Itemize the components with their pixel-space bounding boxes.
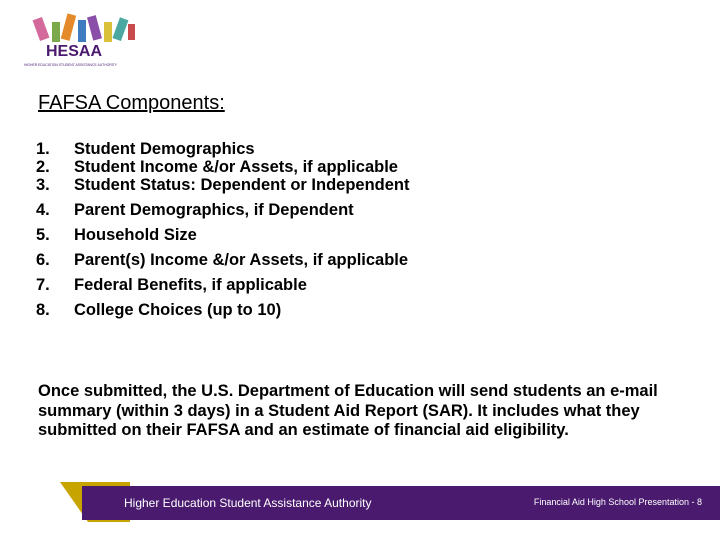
footer-organization: Higher Education Student Assistance Authority — [124, 496, 372, 510]
footer — [0, 482, 720, 522]
list-item: 3. Student Status: Dependent or Independent — [36, 176, 410, 194]
logo-caption: HIGHER EDUCATION STUDENT ASSISTANCE AUTHORITY — [24, 63, 118, 67]
list-item: 7. Federal Benefits, if applicable — [36, 276, 307, 294]
footer-page-label: Financial Aid High School Presentation - 8 — [533, 497, 702, 507]
list-item: 5. Household Size — [36, 226, 197, 244]
page-title: FAFSA Components: — [38, 92, 225, 114]
hesaa-logo — [22, 12, 142, 70]
logo-wordmark: HESAA — [46, 43, 103, 60]
list-item: 1. Student Demographics — [36, 140, 255, 158]
list-item: 4. Parent Demographics, if Dependent — [36, 201, 354, 219]
list-item: 2. Student Income &/or Assets, if applicable — [36, 158, 398, 176]
list-item: 8. College Choices (up to 10) — [36, 301, 282, 319]
list-item: 6. Parent(s) Income &/or Assets, if applicable — [36, 251, 409, 269]
fafsa-components-list — [36, 140, 410, 319]
sar-paragraph: Once submitted, the U.S. Department of Education will send students an e-mail summary (within 3 days) in a Student Aid Report (SAR). It includes what they submitted on their FAFSA and an estimate of financial aid eligibility. — [38, 382, 658, 439]
